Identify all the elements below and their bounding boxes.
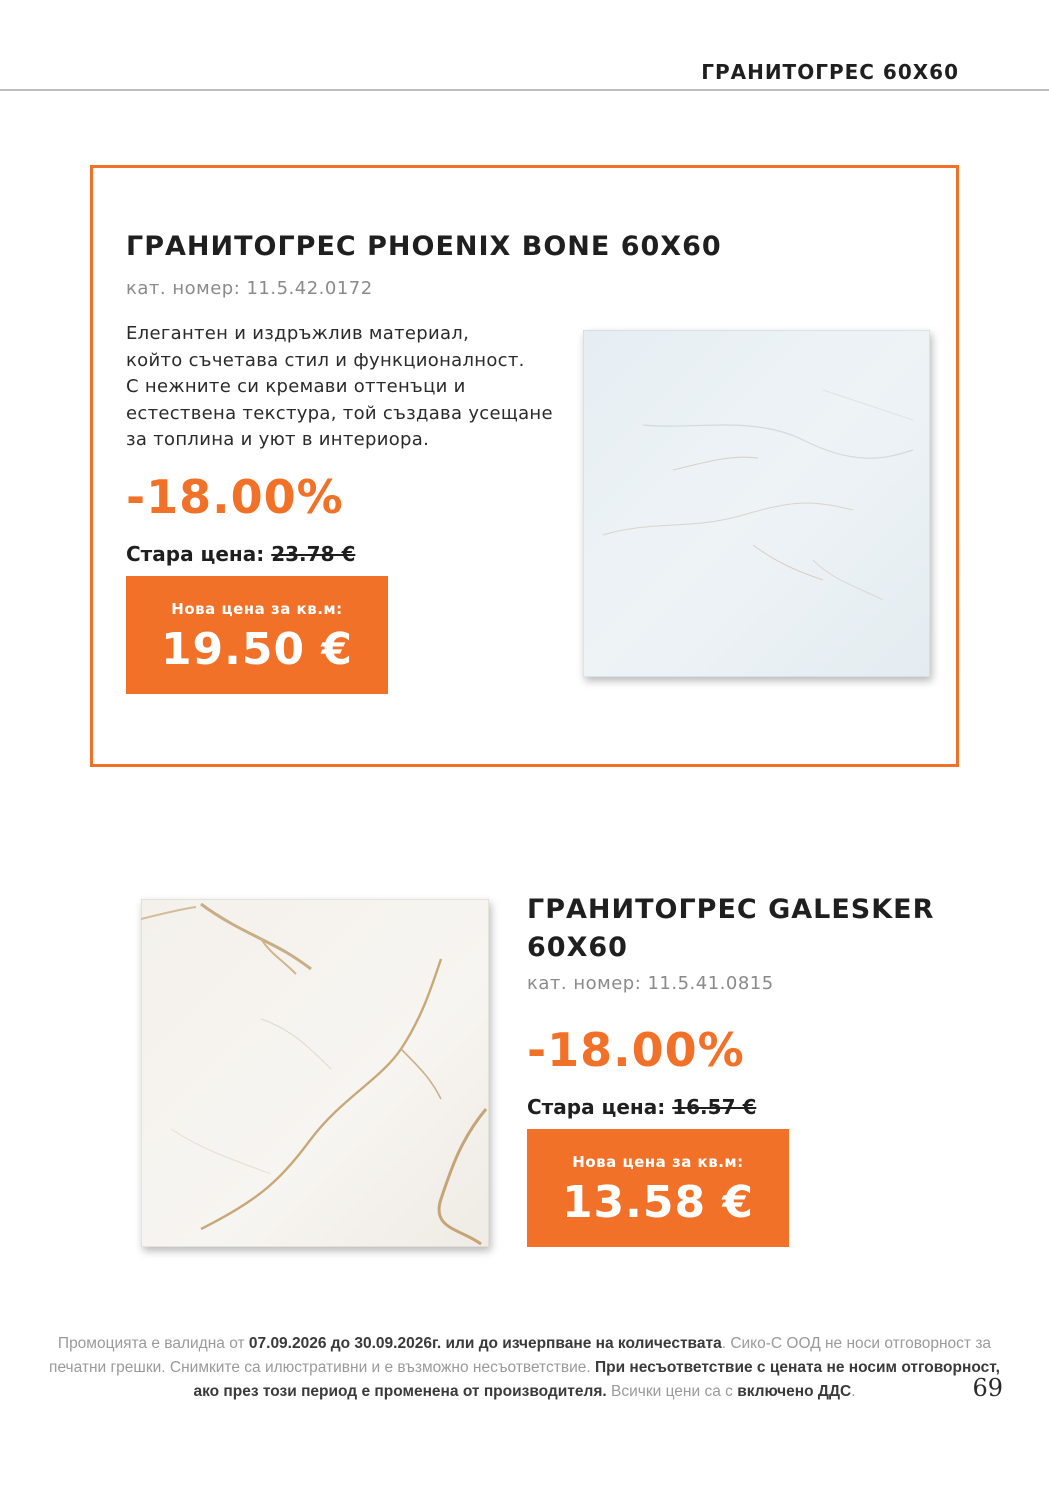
old-price-value: 23.78 € [271,542,356,566]
header-divider [0,89,1049,91]
promo-disclaimer [40,1332,1009,1404]
disclaimer-price-note: При несъответствие с цената не носим отговорност, ако през този период е променена от производителя. [193,1359,1000,1400]
new-price-value: 13.58 € [561,1177,755,1228]
section-title: ГРАНИТОГРЕС 60Х60 [701,60,959,84]
old-price [126,542,355,566]
catalog-number: кат. номер: 11.5.42.0172 [126,278,373,299]
product-title-line: 60Х60 [527,932,628,963]
galesker-tile-image [141,899,489,1247]
disclaimer-text: . Сико-С ООД не носи отговорност за печатни грешки. Снимките са илюстративни и е възможно несъответствие. [49,1335,992,1376]
old-price [527,1095,756,1119]
page-number: 69 [972,1374,1003,1402]
discount-badge: -18.00% [527,1023,745,1077]
product-title [527,892,934,966]
disclaimer-text: Всички цени са с [606,1383,738,1400]
disclaimer-dates: 07.09.2026 до 30.09.2026г. или до изчерпване на количествата [248,1335,722,1352]
discount-badge: -18.00% [126,470,344,524]
old-price-label: Стара цена: [126,542,265,566]
description-line: естествена текстура, той създава усещане [126,402,553,424]
new-price-box [126,576,388,694]
product-title-line: ГРАНИТОГРЕС GALESKER [527,894,935,925]
product-title: ГРАНИТОГРЕС PHOENIX BONE 60X60 [126,231,722,262]
product-description [126,321,586,454]
new-price-box [527,1129,789,1247]
old-price-label: Стара цена: [527,1095,666,1119]
new-price-label: Нова цена за кв.м: [572,1153,744,1171]
description-line: за топлина и уют в интериора. [126,429,430,450]
new-price-value: 19.50 € [160,624,354,675]
disclaimer-text: Промоцията е валидна от [57,1335,249,1352]
disclaimer-vat: включено ДДС [737,1383,852,1400]
description-line: Елегантен и издръжлив материал, [126,323,470,344]
description-line: С нежните си кремави оттенъци и [126,376,466,397]
new-price-label: Нова цена за кв.м: [171,600,343,618]
description-line: който съчетава стил и функционалност. [126,349,525,371]
catalog-number: кат. номер: 11.5.41.0815 [527,973,774,994]
phoenix-bone-tile-image [583,330,930,677]
old-price-value: 16.57 € [672,1095,757,1119]
disclaimer-text: . [851,1383,856,1400]
